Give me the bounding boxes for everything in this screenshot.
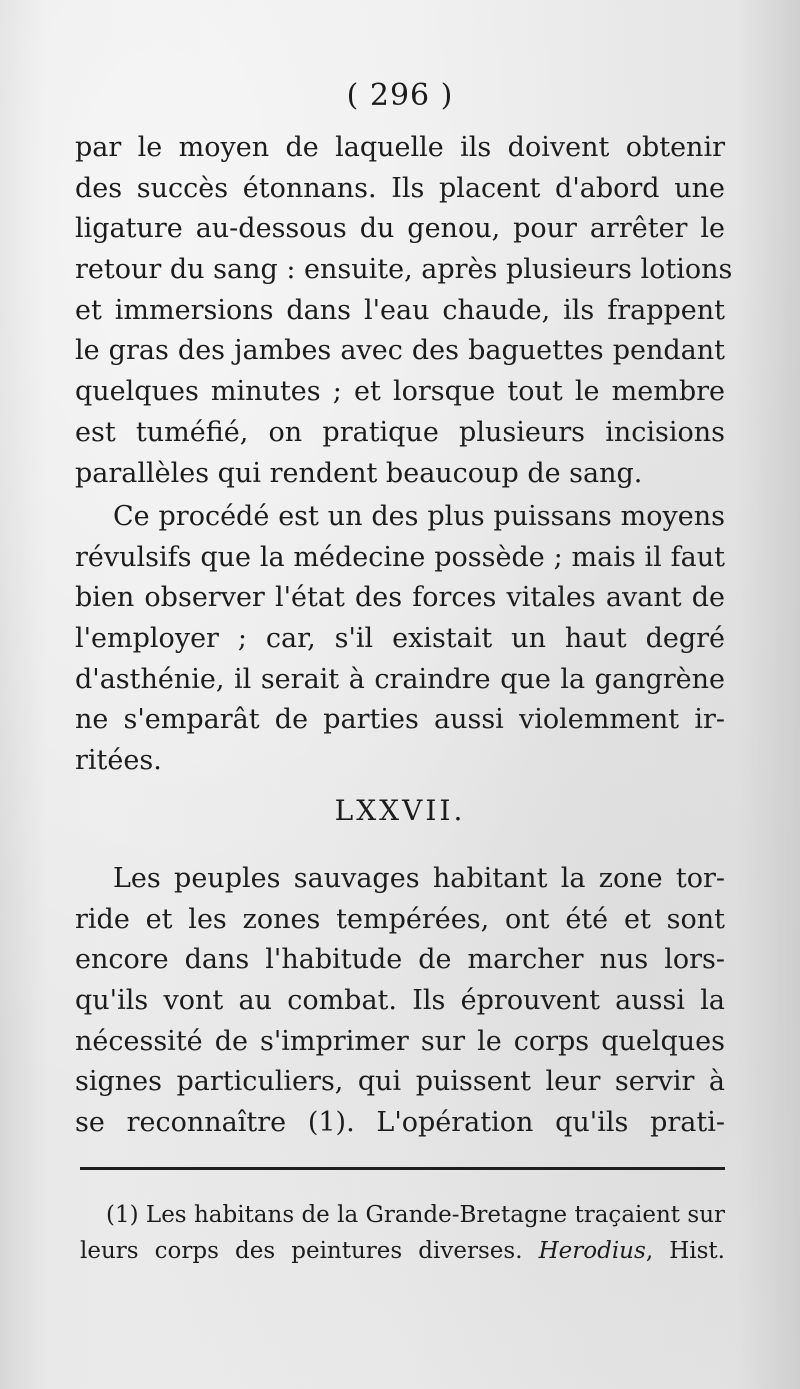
footnote-line (80, 1233, 725, 1269)
footnote-line: (1) Les habitans de la Grande-Bretagne traçaient sur (106, 1202, 725, 1228)
paragraph-1 (75, 128, 733, 494)
section-heading: LXXVII. (334, 794, 466, 827)
footnote-citation-work: , Hist. (645, 1238, 725, 1264)
footnote-divider (80, 1167, 725, 1170)
paragraph-3 (75, 859, 725, 1144)
text-line: qu'ils vont au combat. Ils éprouvent aussi la (75, 985, 725, 1017)
text-line: est tuméfié, on pratique plusieurs incisions (75, 416, 725, 448)
text-line: bien observer l'état des forces vitales avant de (75, 582, 725, 614)
page-number: ( 296 ) (346, 78, 454, 113)
text-line: nécessité de s'imprimer sur le corps quelques (75, 1025, 725, 1057)
text-line: se reconnaître (1). L'opération qu'ils prati- (75, 1107, 725, 1139)
text-line: le gras des jambes avec des baguettes pendant (75, 335, 725, 367)
text-line: ritées. (75, 745, 162, 777)
footnote (80, 1197, 725, 1269)
footnote-text: leurs corps des peintures diverses. (80, 1238, 523, 1264)
text-line: Les peuples sauvages habitant la zone tor- (113, 863, 725, 894)
text-line: Ce procédé est un des plus puissans moyens (113, 501, 725, 532)
text-line: ride et les zones tempérées, ont été et sont (75, 903, 725, 935)
paragraph-2 (75, 497, 725, 782)
text-line: par le moyen de laquelle ils doivent obtenir (75, 132, 725, 163)
text-line: des succès étonnans. Ils placent d'abord une (75, 172, 725, 204)
text-line: ligature au-dessous du genou, pour arrêter le (75, 213, 725, 245)
text-line: retour du sang : ensuite, après plusieurs lotions (75, 254, 733, 286)
text-line: quelques minutes ; et lorsque tout le membre (75, 376, 725, 408)
footnote-citation-author: Herodius (538, 1238, 646, 1264)
text-line: parallèles qui rendent beaucoup de sang. (75, 457, 643, 489)
text-line: l'employer ; car, s'il existait un haut degré (75, 623, 725, 655)
text-line: ne s'emparât de parties aussi violemment ir- (75, 704, 725, 736)
text-line: et immersions dans l'eau chaude, ils frappent (75, 294, 725, 326)
text-line: révulsifs que la médecine possède ; mais il faut (75, 541, 725, 573)
text-line: signes particuliers, qui puissent leur servir à (75, 1066, 725, 1098)
text-line: d'asthénie, il serait à craindre que la gangrène (75, 663, 725, 695)
text-line: encore dans l'habitude de marcher nus lors- (75, 944, 725, 976)
